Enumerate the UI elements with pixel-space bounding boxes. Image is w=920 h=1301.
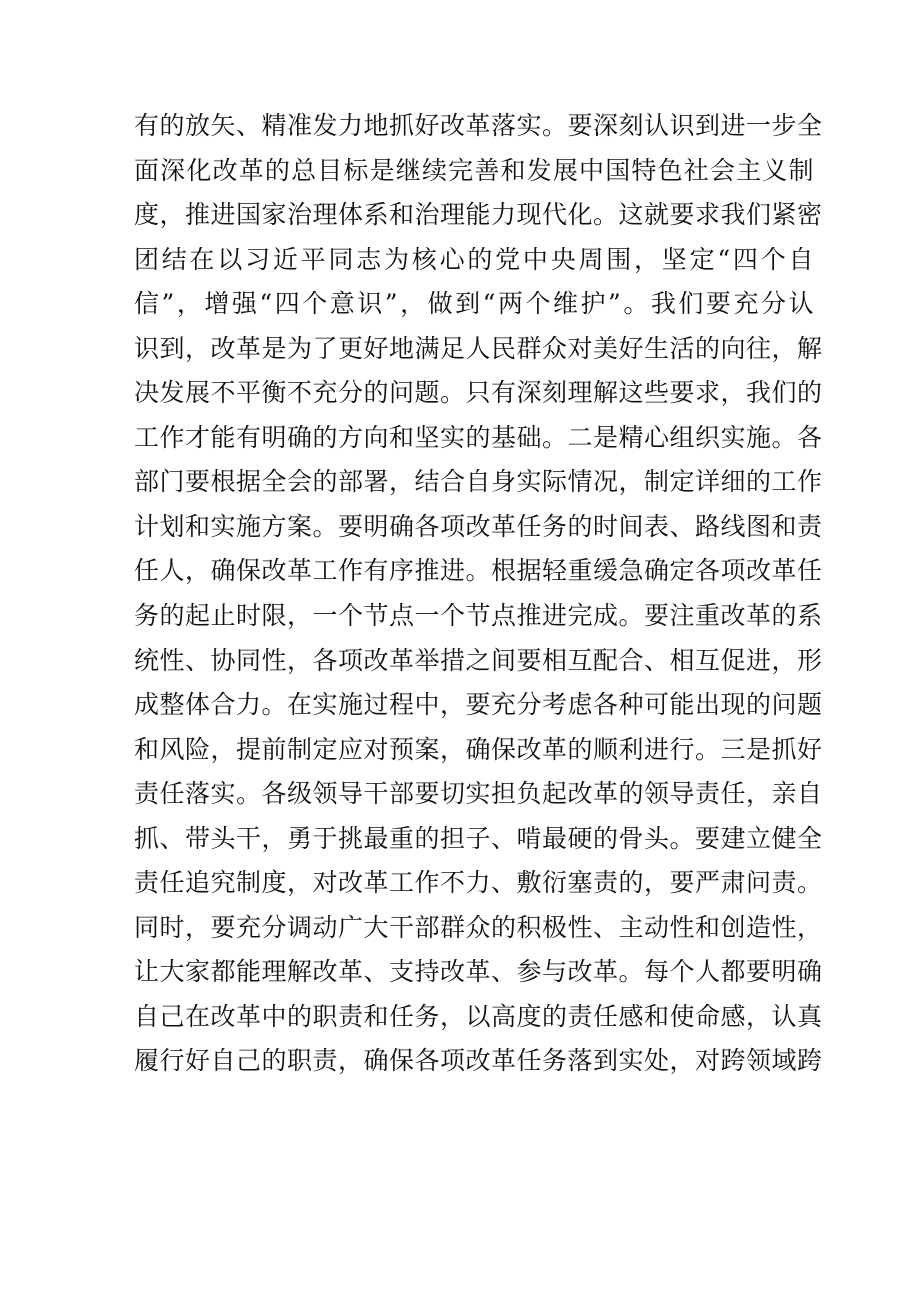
text-line: 面深化改革的总目标是继续完善和发展中国特色社会主义制: [134, 155, 814, 185]
text-line: 任人，确保改革工作有序推进。根据轻重缓急确定各项改革任: [134, 556, 823, 586]
text-line: 信”，增强“四个意识”，做到“两个维护”。我们要充分认: [134, 289, 814, 319]
body-paragraph: [134, 104, 823, 1084]
text-line: 务的起止时限，一个节点一个节点推进完成。要注重改革的系: [134, 601, 823, 631]
text-line: 抓、带头干，勇于挑最重的担子、啃最硬的骨头。要建立健全: [134, 823, 823, 853]
text-line: 决发展不平衡不充分的问题。只有深刻理解这些要求，我们的: [134, 378, 823, 408]
text-line: 履行好自己的职责，确保各项改革任务落到实处，对跨领域跨: [134, 1046, 823, 1076]
text-line: 部门要根据全会的部署，结合自身实际情况，制定详细的工作: [134, 467, 823, 497]
text-line: 团结在以习近平同志为核心的党中央周围，坚定“四个自: [134, 244, 814, 274]
text-line: 有的放矢、精准发力地抓好改革落实。要深刻认识到进一步全: [134, 111, 823, 140]
text-line: 度，推进国家治理体系和治理能力现代化。这就要求我们紧密: [134, 200, 823, 230]
text-line: 工作才能有明确的方向和坚实的基础。二是精心组织实施。各: [134, 422, 823, 452]
text-line: 责任追究制度，对改革工作不力、敷衍塞责的，要严肃问责。: [134, 868, 823, 898]
text-line: 让大家都能理解改革、支持改革、参与改革。每个人都要明确: [134, 957, 823, 987]
text-line: 自己在改革中的职责和任务，以高度的责任感和使命感，认真: [134, 1001, 823, 1031]
text-line: 和风险，提前制定应对预案，确保改革的顺利进行。三是抓好: [134, 734, 823, 764]
text-line: 责任落实。各级领导干部要切实担负起改革的领导责任，亲自: [134, 779, 823, 809]
text-line: 成整体合力。在实施过程中，要充分考虑各种可能出现的问题: [134, 690, 823, 720]
text-line: 识到，改革是为了更好地满足人民群众对美好生活的向往，解: [134, 333, 823, 363]
text-line: 同时，要充分调动广大干部群众的积极性、主动性和创造性，: [134, 912, 823, 942]
text-line: 统性、协同性，各项改革举措之间要相互配合、相互促进，形: [134, 645, 823, 675]
text-line: 计划和实施方案。要明确各项改革任务的时间表、路线图和责: [134, 511, 823, 541]
